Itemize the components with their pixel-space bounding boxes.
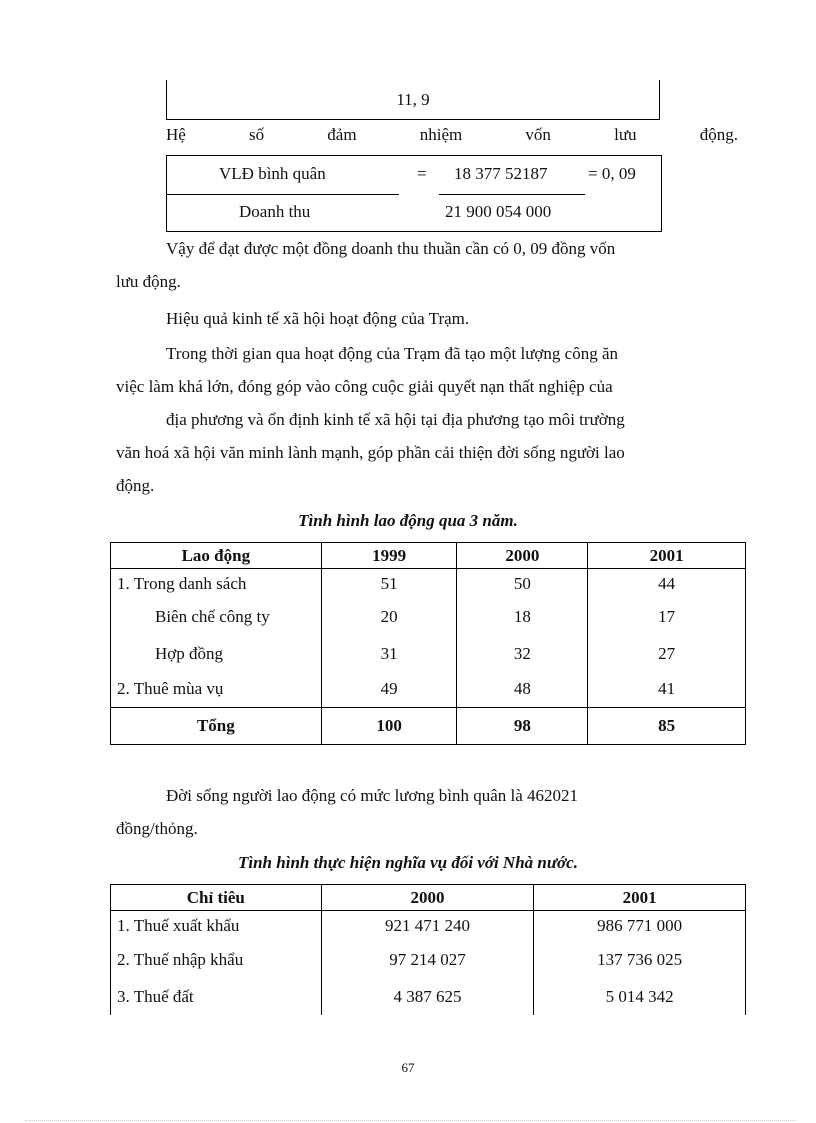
table-row: [111, 636, 746, 672]
row-label: Hợp đồng: [111, 636, 322, 672]
table-cell: 17: [588, 599, 746, 636]
text-line: Trong thời gian qua hoạt động của Trạm đã tạo một lượng công ăn: [166, 344, 618, 363]
column-header: 1999: [321, 543, 457, 569]
table-row: [111, 599, 746, 636]
row-label: 1. Thuế xuất khẩu: [111, 911, 322, 941]
row-label: Biên chế công ty: [111, 599, 322, 636]
table-cell: 5 014 342: [534, 979, 746, 1015]
text-line: địa phương và ổn định kinh tế xã hội tại địa phương tạo môi trường: [166, 410, 625, 429]
table-cell: 32: [457, 636, 588, 672]
table-cell: 85: [588, 708, 746, 745]
table-cell: 50: [457, 569, 588, 599]
ratio-numerator-value: 18 377 52187: [454, 164, 548, 183]
table-row: [111, 911, 746, 941]
top-box-value: 11, 9: [396, 90, 430, 109]
ratio-label-rule: [167, 194, 399, 195]
column-header: Chỉ tiêu: [111, 885, 322, 911]
table-header-row: [111, 885, 746, 911]
table-cell: 98: [457, 708, 588, 745]
column-header: 2000: [457, 543, 588, 569]
paragraph-conclusion: [116, 232, 738, 298]
paragraph-heading: [116, 302, 738, 335]
table-cell: 100: [321, 708, 457, 745]
top-value-box: [166, 80, 660, 120]
table-cell: 137 736 025: [534, 941, 746, 979]
table-cell: 31: [321, 636, 457, 672]
coef-word: lưu: [614, 125, 637, 144]
tax-table-caption: Tình hình thực hiện nghĩa vụ đối với Nhà nước.: [238, 853, 578, 872]
page-number: 67: [401, 1060, 415, 1075]
ratio-denominator-value: 21 900 054 000: [445, 202, 552, 221]
table-cell: 41: [588, 672, 746, 708]
table-row: [111, 569, 746, 599]
coef-word: Hệ: [166, 125, 186, 144]
table-cell: 44: [588, 569, 746, 599]
column-header: 2001: [588, 543, 746, 569]
page-bottom-divider: [25, 1120, 795, 1121]
table-cell: 49: [321, 672, 457, 708]
ratio-numerator-label: VLĐ bình quân: [219, 164, 326, 183]
labor-table-caption: Tình hình lao động qua 3 năm.: [298, 511, 518, 530]
table-cell: 20: [321, 599, 457, 636]
table-header-row: [111, 543, 746, 569]
labor-table: [110, 542, 746, 745]
table-row: [111, 672, 746, 708]
coef-word: số: [249, 125, 265, 144]
ratio-denominator-label: Doanh thu: [239, 202, 311, 221]
column-header: 2001: [534, 885, 746, 911]
table-cell: 18: [457, 599, 588, 636]
text-line: Vậy để đạt được một đồng doanh thu thuần cần có 0, 09 đồng vốn: [166, 239, 616, 258]
text-line: Đời sống người lao động có mức lương bình quân là 462021: [166, 786, 579, 805]
table-cell: 4 387 625: [321, 979, 534, 1015]
table-row: [111, 941, 746, 979]
table-cell: 921 471 240: [321, 911, 534, 941]
table-row: [111, 979, 746, 1015]
total-label: Tổng: [111, 708, 322, 745]
paragraph-body: [116, 337, 738, 502]
table-cell: 27: [588, 636, 746, 672]
coef-word: động.: [699, 125, 738, 144]
column-header: 2000: [321, 885, 534, 911]
ratio-formula-box: [166, 155, 662, 232]
total-row: [111, 708, 746, 745]
text-line: đồng/thỏng.: [116, 819, 198, 838]
row-label: 1. Trong danh sách: [111, 569, 322, 599]
text-line: động.: [116, 476, 155, 495]
coef-word: đảm: [327, 125, 357, 144]
column-header: Lao động: [111, 543, 322, 569]
paragraph-wage: [116, 779, 738, 845]
table-cell: 51: [321, 569, 457, 599]
row-label: 3. Thuế đất: [111, 979, 322, 1015]
row-label: 2. Thuế nhập khẩu: [111, 941, 322, 979]
ratio-equals-sign: =: [417, 164, 427, 183]
table-cell: 48: [457, 672, 588, 708]
coef-word: vốn: [525, 125, 551, 144]
ratio-result: = 0, 09: [588, 164, 636, 183]
tax-table: [110, 884, 746, 1015]
row-label: 2. Thuê mùa vụ: [111, 672, 322, 708]
text-line: Hiệu quả kinh tế xã hội hoạt động của Trạm.: [166, 309, 470, 328]
ratio-value-rule: [439, 194, 585, 195]
text-line: văn hoá xã hội văn minh lành mạnh, góp phần cải thiện đời sống người lao: [116, 443, 625, 462]
table-cell: 97 214 027: [321, 941, 534, 979]
text-line: việc làm khá lớn, đóng góp vào công cuộc giải quyết nạn thất nghiệp của: [116, 377, 613, 396]
coefficient-heading: [166, 125, 738, 145]
table-cell: 986 771 000: [534, 911, 746, 941]
coef-word: nhiệm: [419, 125, 463, 144]
text-line: lưu động.: [116, 272, 181, 291]
